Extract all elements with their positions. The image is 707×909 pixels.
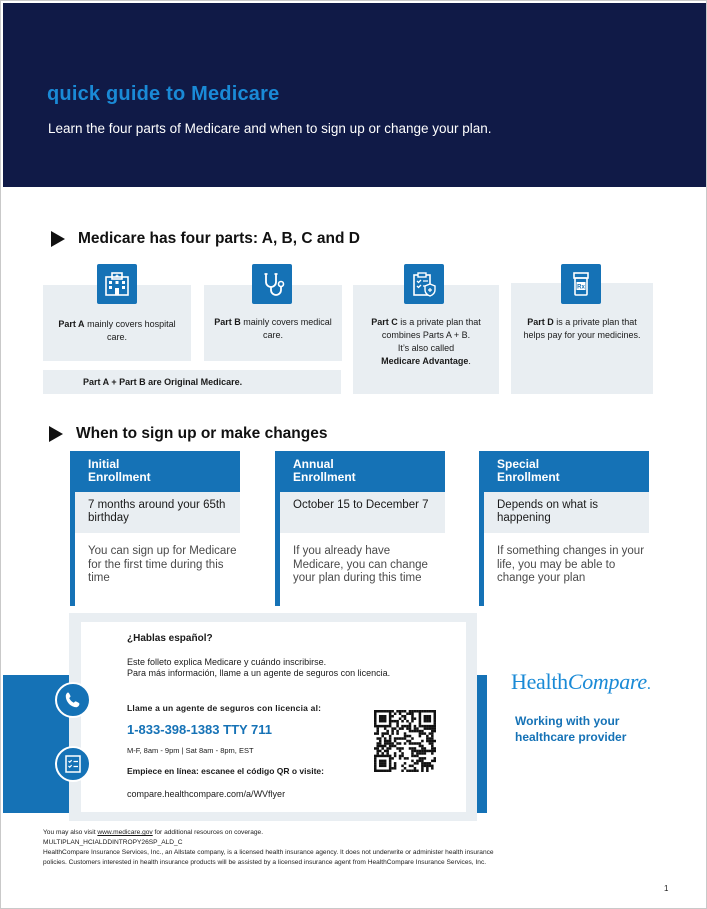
header-banner [3,3,706,187]
scan-qr-label: Empiece en línea: escanee el código QR o visite: [127,766,324,776]
stethoscope-icon [252,264,292,304]
hospital-icon [97,264,137,304]
initial-enrollment-desc: You can sign up for Medicare for the first time during this time [88,545,237,584]
page-title: quick guide to Medicare [47,83,280,105]
legal-disclaimer: HealthCompare Insurance Services, Inc., an Allstate company, is a licensed health insurance agency. It does not underwrite or administer health insurance policies. Customers interested in health insurance products will be assisted by a licensed insurance agent from HealthCompare Insurance Services, Inc. [43,849,494,866]
brand-tagline: Working with your healthcare provider [515,714,627,744]
spanish-info-text: Este folleto explica Medicare y cuándo inscribirse. Para más información, llame a un agente de seguros con licencia. [127,657,391,678]
annual-enrollment-when: October 15 to December 7 [280,492,445,533]
web-url-link[interactable]: compare.healthcompare.com/a/WVflyer [127,789,286,799]
special-enrollment-when: Depends on what is happening [484,492,649,533]
document-code: MULTIPLAN_HCIALDDINTROPY26SP_ALD_C [43,839,183,846]
initial-enrollment-when: 7 months around your 65th birthday [75,492,240,533]
part-d-text: Part D is a private plan that helps pay for your medicines. [523,317,641,340]
part-a-text: Part A mainly covers hospital care. [58,319,176,342]
qr-code[interactable] [374,710,436,772]
original-medicare-note: Part A + Part B are Original Medicare. [43,370,341,394]
annual-enrollment-desc: If you already have Medicare, you can change your plan during this time [293,545,428,584]
page-subtitle: Learn the four parts of Medicare and when to sign up or change your plan. [48,121,492,136]
triangle-bullet-icon [49,426,63,442]
phone-number[interactable]: 1-833-398-1383 TTY 711 [127,722,273,737]
annual-enrollment-column [275,451,445,606]
annual-enrollment-title: Annual Enrollment [275,451,445,492]
hablas-espanol: ¿Hablas español? [127,633,213,644]
enroll-heading-text: When to sign up or make changes [76,425,328,442]
checklist-form-icon [55,746,91,782]
parts-section-heading [51,230,360,248]
special-enrollment-column [479,451,649,606]
parts-heading-text: Medicare has four parts: A, B, C and D [78,230,360,247]
office-hours: M-F, 8am - 9pm | Sat 8am - 8pm, EST [127,746,254,755]
svg-text:Rx: Rx [577,284,585,291]
special-enrollment-title: Special Enrollment [479,451,649,492]
clipboard-shield-icon [404,264,444,304]
call-agent-label: Llame a un agente de seguros con licencia al: [127,703,322,713]
footer-disclaimer: You may also visit www.medicare.gov for additional resources on coverage. MULTIPLAN_HCIALDDINTROPY26SP_ALD_C HealthCompare Insurance Services, Inc., an Allstate company, is a licensed health insurance agency. It does not underwrite or administer health insurance policies. Customers interested in health insurance products will be assisted by a licensed insurance agent from HealthCompare Insurance Services, Inc. [43,828,513,868]
part-c-text: Part C is a private plan that combines Parts A + B. It’s also called Medicare Advantage. [371,317,481,366]
healthcompare-logo: HealthCompare. [511,669,651,694]
enroll-section-heading [49,425,327,443]
initial-enrollment-title: Initial Enrollment [70,451,240,492]
medicare-gov-link[interactable]: www.medicare.gov [97,829,153,836]
triangle-bullet-icon [51,231,65,247]
initial-enrollment-column [70,451,240,606]
pill-bottle-icon [561,264,601,304]
phone-icon [55,682,91,718]
part-b-text: Part B mainly covers medical care. [214,317,332,340]
page-number: 1 [664,884,669,893]
special-enrollment-desc: If something changes in your life, you may be able to change your plan [497,545,645,584]
